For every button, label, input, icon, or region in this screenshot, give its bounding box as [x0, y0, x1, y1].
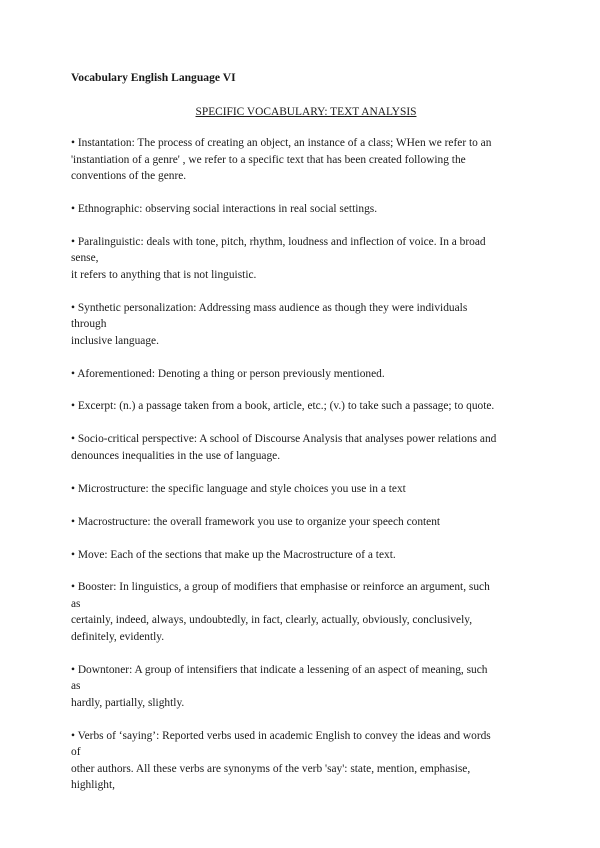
vocabulary-entry: [71, 398, 531, 415]
entry-line: conventions of the genre.: [71, 170, 187, 182]
entry-line: • Aforementioned: Denoting a thing or person previously mentioned.: [71, 367, 385, 380]
entry-line: • Socio-critical perspective: A school of Discourse Analysis that analyses power relations and: [71, 433, 497, 446]
document-subtitle: SPECIFIC VOCABULARY: TEXT ANALYSIS: [195, 106, 417, 118]
entry-line: denounces inequalities in the use of language.: [71, 449, 281, 462]
entry-line: • Booster: In linguistics, a group of modifiers that emphasise or reinforce an argument, such: [71, 581, 490, 594]
entry-line: certainly, indeed, always, undoubtedly, in fact, clearly, actually, obviously, conclusively,: [71, 614, 473, 627]
entry-line: through: [71, 318, 107, 331]
vocabulary-entry: [71, 300, 531, 350]
entry-line: • Paralinguistic: deals with tone, pitch, rhythm, loudness and inflection of voice. In a broad: [71, 235, 486, 248]
entry-line: inclusive language.: [71, 334, 159, 347]
entry-line: it refers to anything that is not linguistic.: [71, 268, 257, 281]
vocabulary-entry: [71, 662, 531, 712]
entry-line: • Downtoner: A group of intensifiers that indicate a lessening of an aspect of meaning, such: [71, 663, 488, 676]
entry-line: of: [71, 746, 81, 759]
vocabulary-entry: [71, 135, 531, 185]
entry-line: sense,: [71, 252, 99, 265]
entry-line: • Synthetic personalization: Addressing mass audience as though they were individuals: [71, 301, 468, 314]
vocabulary-entry: [71, 201, 531, 218]
entry-line: highlight,: [71, 779, 115, 792]
vocabulary-entry: [71, 481, 531, 498]
entry-line: definitely, evidently.: [71, 630, 165, 643]
vocabulary-entry: [71, 547, 531, 564]
entry-line: • Macrostructure: the overall framework you use to organize your speech content: [71, 515, 441, 528]
vocabulary-entry: [71, 514, 531, 531]
entry-line: • Microstructure: the specific language and style choices you use in a text: [71, 482, 406, 495]
vocabulary-entry: [71, 234, 531, 284]
vocabulary-entry: [71, 579, 531, 645]
entry-line: other authors. All these verbs are synonyms of the verb 'say': state, mention, emphasise,: [71, 762, 471, 775]
entry-line: • Verbs of ‘saying’: Reported verbs used in academic English to convey the ideas and words: [71, 729, 491, 742]
entry-line: hardly, partially, slightly.: [71, 696, 185, 709]
entry-line: as: [71, 680, 81, 693]
entry-line: 'instantiation of a genre' , we refer to a specific text that has been created following the: [71, 153, 466, 166]
vocabulary-entry: [71, 366, 531, 383]
vocabulary-entry: [71, 728, 531, 794]
entry-line: • Instantation: The process of creating an object, an instance of a class; WHen we refer to an: [71, 137, 492, 149]
entry-line: as: [71, 597, 81, 610]
document-title: Vocabulary English Language VI: [71, 71, 236, 84]
entry-line: • Ethnographic: observing social interactions in real social settings.: [71, 202, 378, 215]
entry-line: • Excerpt: (n.) a passage taken from a book, article, etc.; (v.) to take such a passage; to quote.: [71, 400, 495, 413]
vocabulary-entry: [71, 431, 531, 464]
entry-line: • Move: Each of the sections that make up the Macrostructure of a text.: [71, 548, 396, 561]
vocabulary-list: [71, 135, 531, 810]
